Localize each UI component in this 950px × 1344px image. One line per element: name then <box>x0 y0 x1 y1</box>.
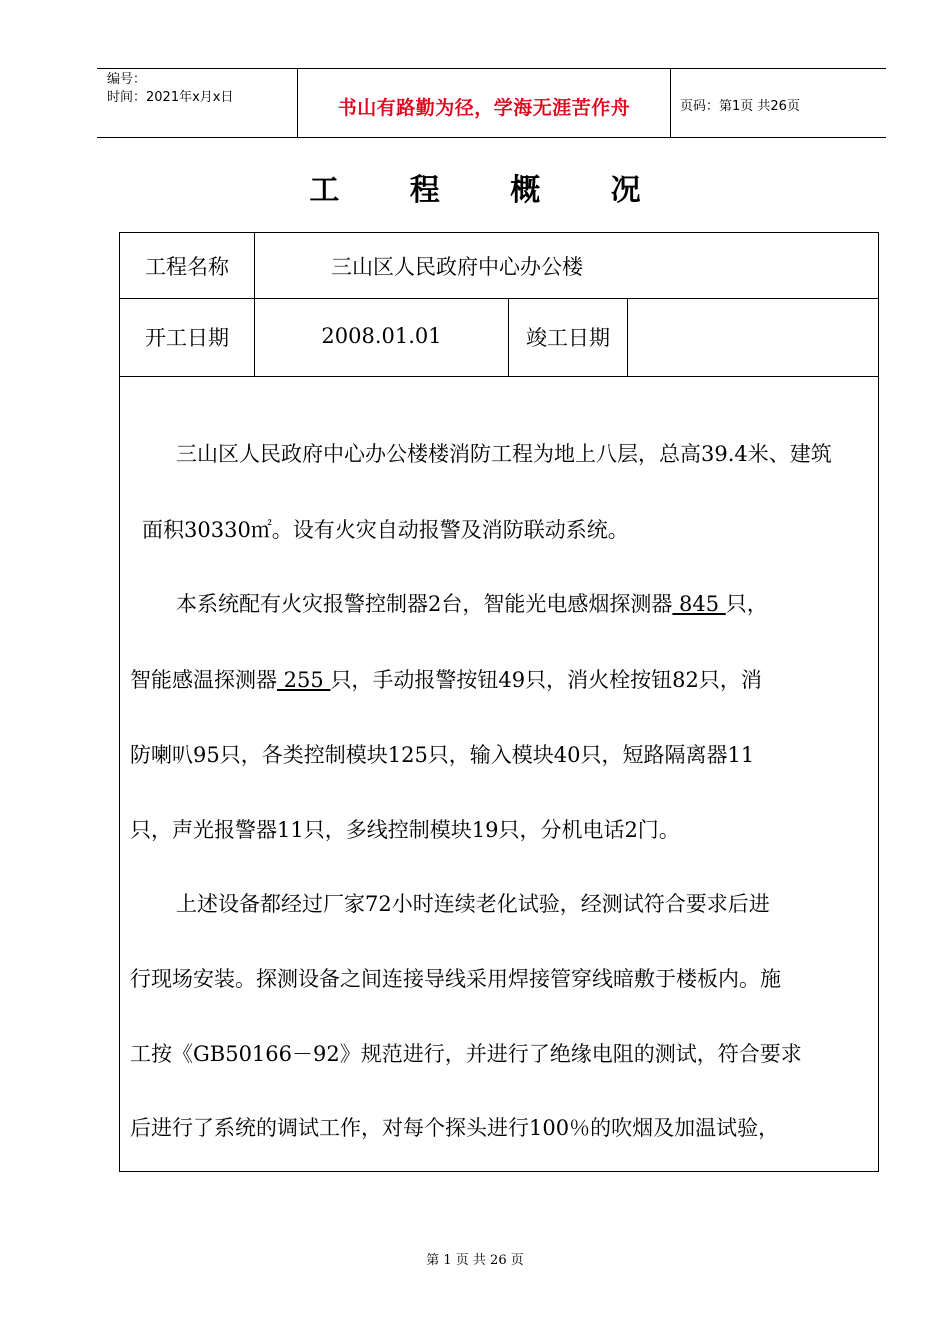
body-line-4 <box>130 664 762 694</box>
body-line-4a: 智能感温探测器 <box>130 668 277 692</box>
body-line-10: 后进行了系统的调试工作，对每个探头进行100％的吹烟及加温试验， <box>130 1116 780 1140</box>
start-date-label: 开工日期 <box>120 298 255 376</box>
project-overview-table <box>119 232 879 1172</box>
body-line-1: 三山区人民政府中心办公楼楼消防工程为地上八层，总高39.4米、建筑 <box>176 442 832 466</box>
body-line-8: 行现场安装。探测设备之间连接导线采用焊接管穿线暗敷于楼板内。施 <box>130 967 781 991</box>
motto-text: 书山有路勤为径，学海无涯苦作舟 <box>337 97 631 119</box>
start-date-value: 2008.01.01 <box>255 298 509 376</box>
project-name-value: 三山区人民政府中心办公楼 <box>331 254 583 279</box>
body-line-7: 上述设备都经过厂家72小时连续老化试验，经测试符合要求后进 <box>176 892 770 916</box>
page-footer: 第 1 页 共 26 页 <box>426 1253 524 1268</box>
header-page-cell <box>670 69 886 137</box>
project-name-row <box>120 233 878 299</box>
header-motto-cell <box>297 69 671 137</box>
project-name-label: 工程名称 <box>120 233 255 298</box>
smoke-detector-count: 845 <box>672 592 726 616</box>
number-label: 编号： <box>107 72 147 87</box>
end-date-value <box>628 298 878 376</box>
page-info: 页码：第1页 共26页 <box>680 99 800 114</box>
document-title: 工 程 概 况 <box>309 173 671 208</box>
body-line-9: 工按《GB50166－92》规范进行，并进行了绝缘电阻的测试，符合要求 <box>130 1042 802 1066</box>
body-line-3 <box>176 588 768 618</box>
header-meta-cell <box>97 69 297 137</box>
body-line-4c: 只，手动报警按钮49只，消火栓按钮82只，消 <box>330 668 762 692</box>
time-label: 时间：2021年x月x日 <box>107 90 234 105</box>
heat-detector-count: 255 <box>277 668 331 692</box>
page-header <box>97 68 886 138</box>
end-date-label: 竣工日期 <box>509 298 628 376</box>
date-row <box>120 298 878 377</box>
body-line-3c: 只， <box>725 592 768 616</box>
body-line-3a: 本系统配有火灾报警控制器2台，智能光电感烟探测器 <box>176 592 673 616</box>
body-line-5: 防喇叭95只，各类控制模块125只，输入模块40只，短路隔离器11 <box>130 743 755 767</box>
body-line-6: 只，声光报警器11只，多线控制模块19只，分机电话2门。 <box>130 818 680 842</box>
body-line-2: 面积30330㎡。设有火灾自动报警及消防联动系统。 <box>142 518 629 542</box>
